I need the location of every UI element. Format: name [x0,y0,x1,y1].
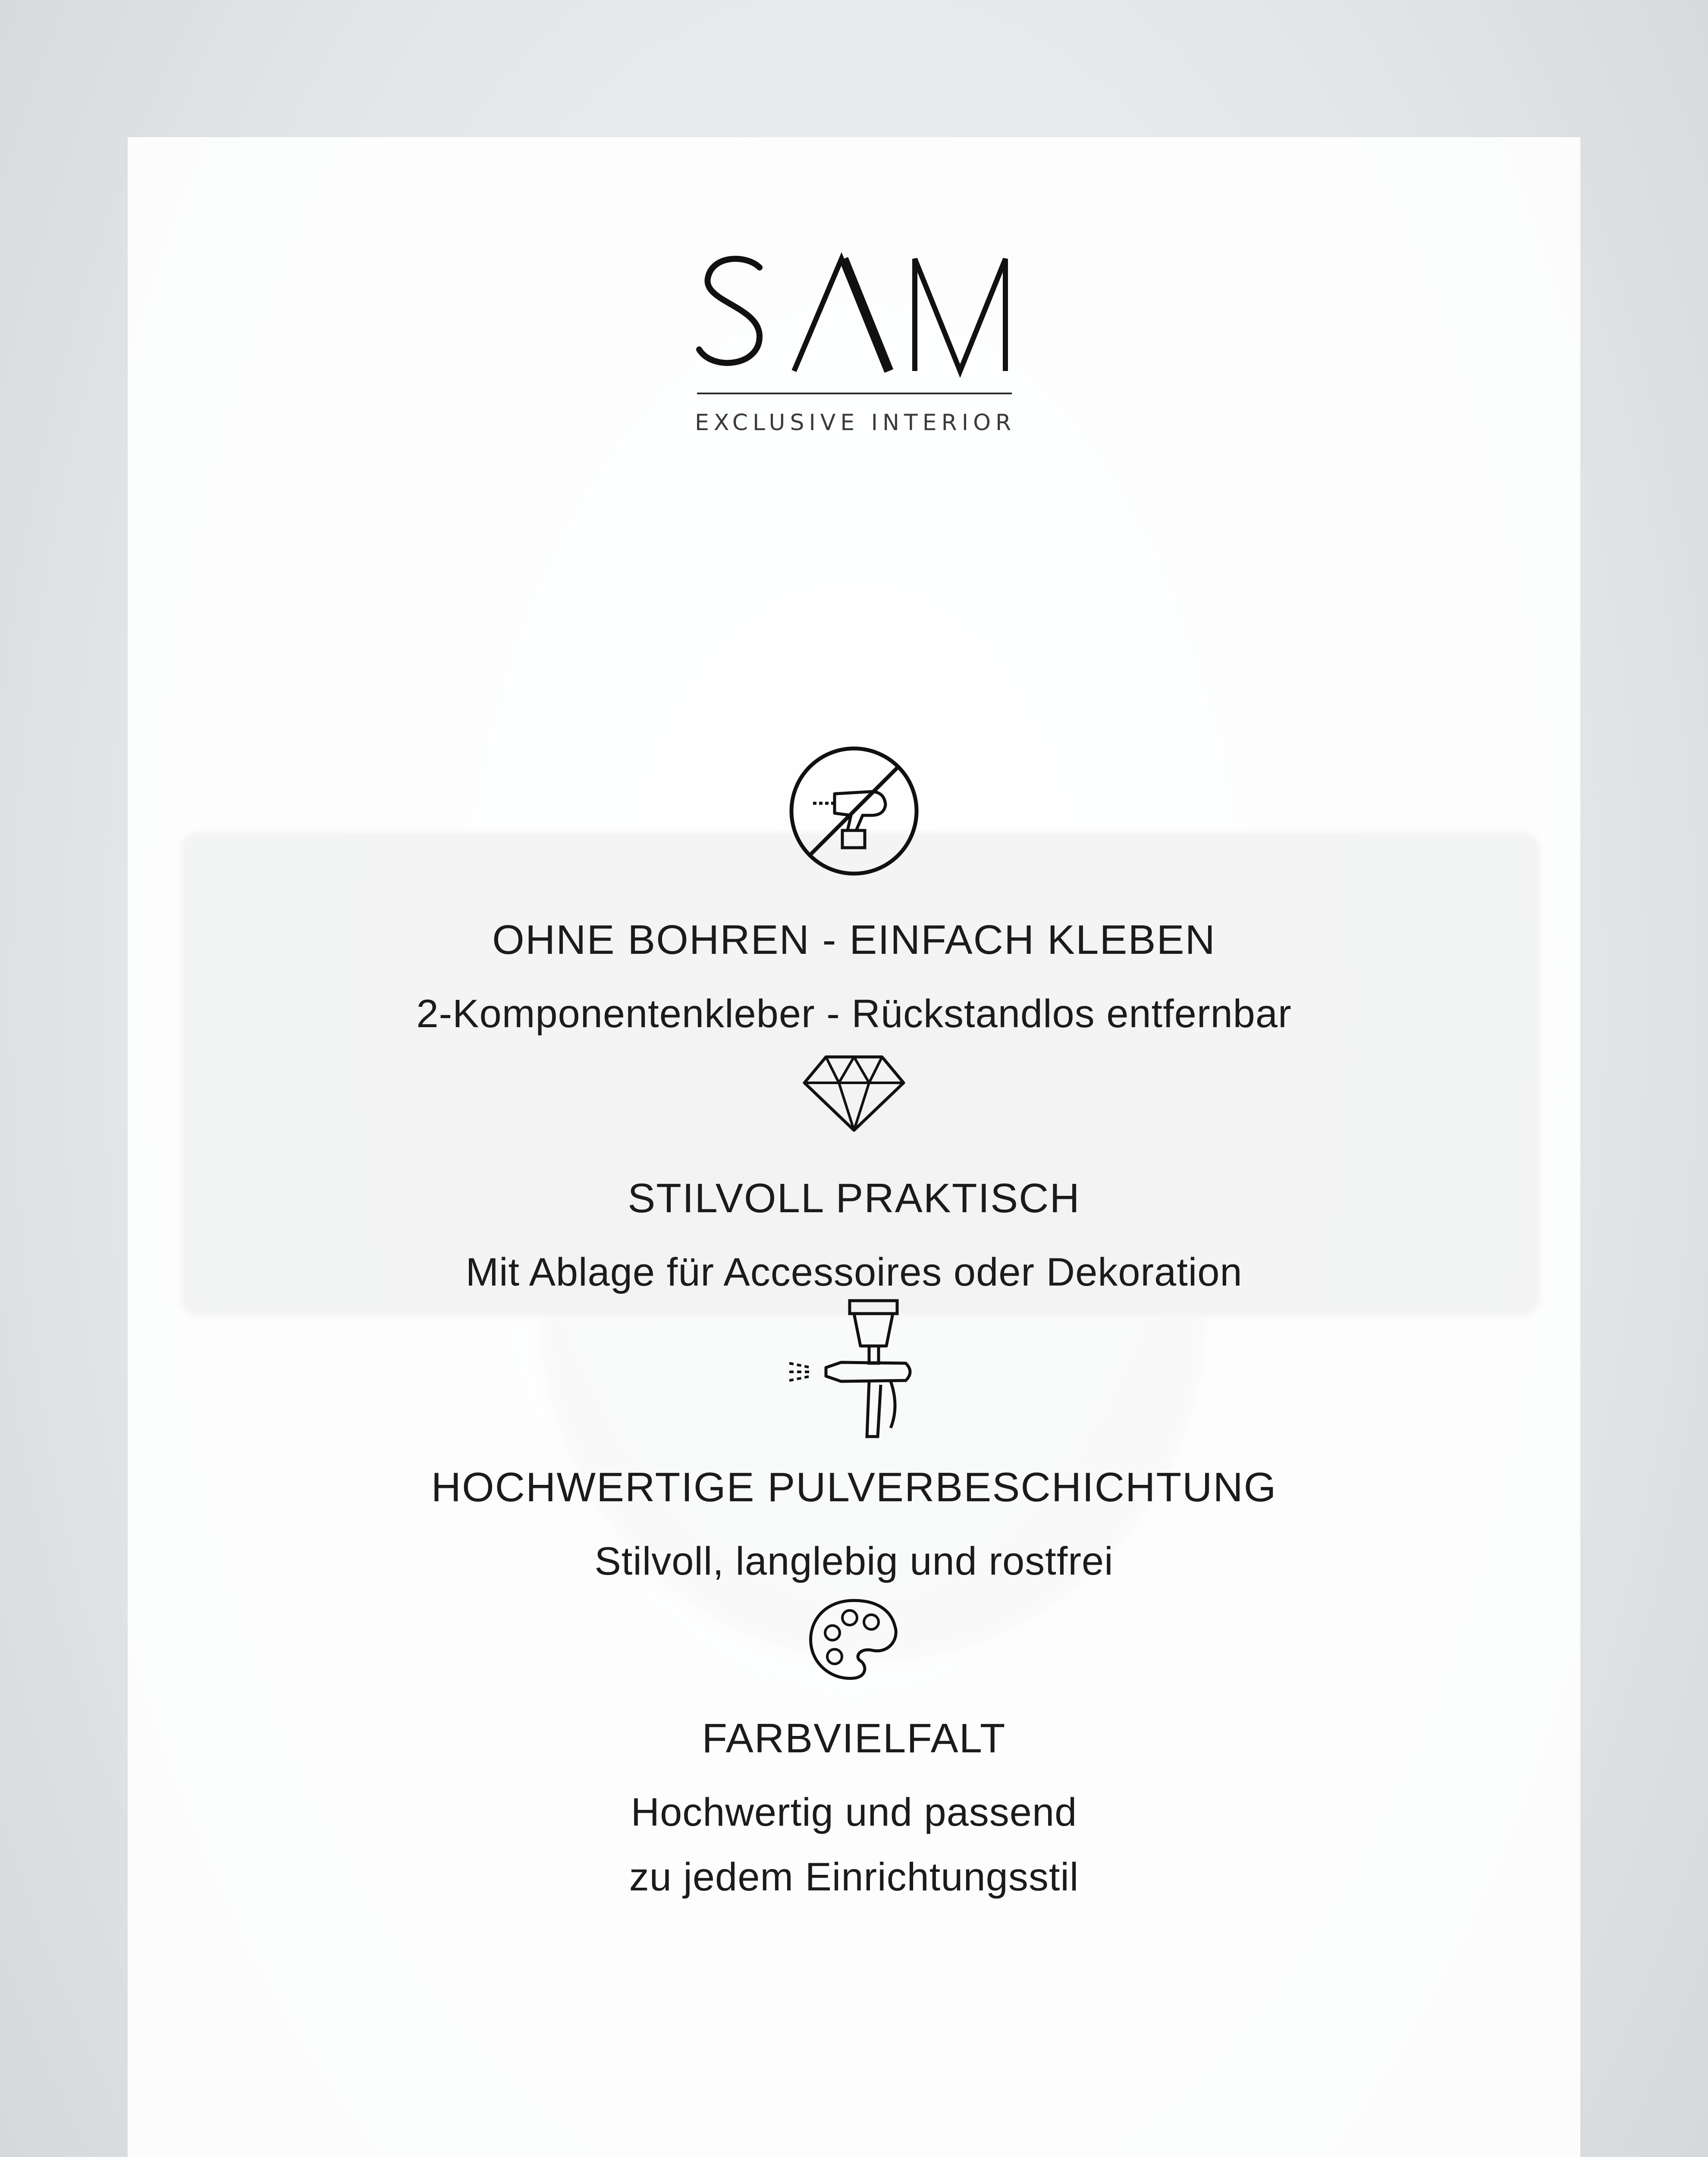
feature-powder-coating [128,1299,1580,1594]
feature-stylish-practical [128,1053,1580,1305]
brand-logo [695,242,1014,436]
feature-title: STILVOLL PRAKTISCH [628,1175,1080,1221]
feature-color-variety [128,1596,1580,1909]
feature-title: HOCHWERTIGE PULVERBESCHICHTUNG [431,1464,1277,1510]
spray-gun-icon [781,1299,927,1441]
sam-logo-mark [695,242,1014,380]
feature-description-line-2: zu jedem Einrichtungsstil [629,1855,1079,1899]
feature-description: Mit Ablage für Accessoires oder Dekoration [465,1250,1243,1294]
feature-no-drilling [128,744,1580,1046]
feature-description: 2-Komponentenkleber - Rückstandlos entfernbar [416,992,1292,1036]
palette-icon [807,1596,901,1682]
logo-divider [697,393,1012,394]
no-drilling-icon [787,744,921,878]
feature-title: FARBVIELFALT [702,1715,1006,1761]
diamond-icon [800,1053,908,1135]
feature-description-line-1: Hochwertig und passend [631,1790,1077,1834]
brand-tagline: EXCLUSIVE INTERIOR [695,410,1016,436]
feature-title: OHNE BOHREN - EINFACH KLEBEN [492,917,1216,963]
feature-description: Stilvoll, langlebig und rostfrei [594,1539,1114,1583]
